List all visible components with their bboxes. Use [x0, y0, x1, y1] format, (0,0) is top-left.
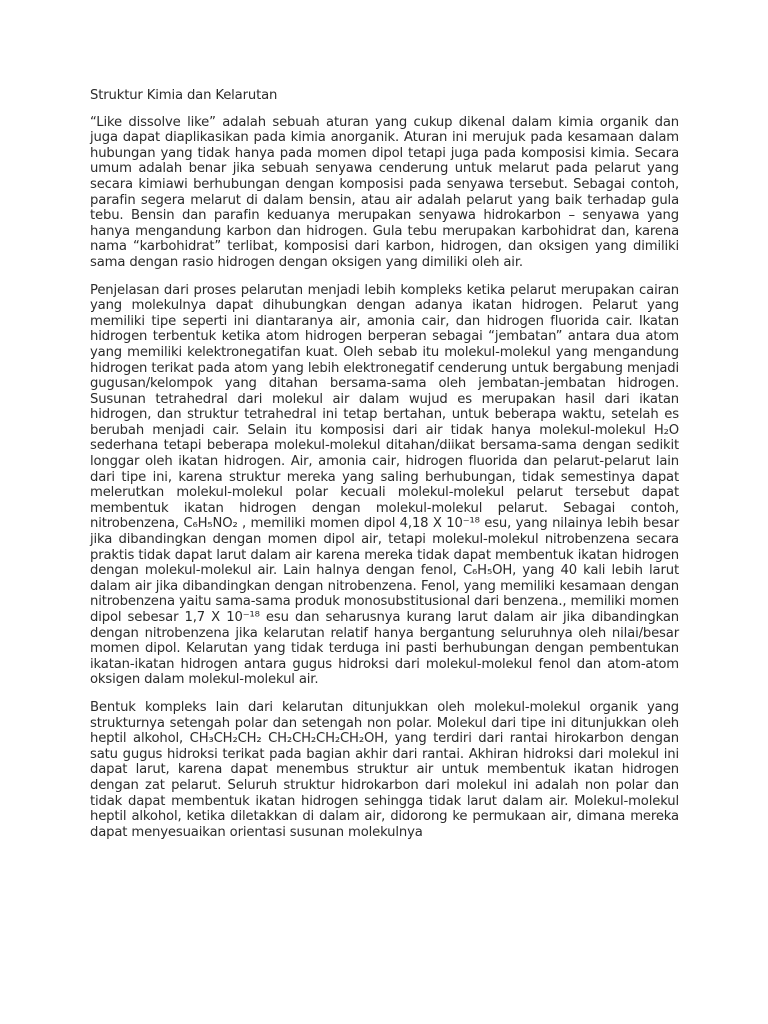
paragraph-hydrogen-bonding: Penjelasan dari proses pelarutan menjadi lebih kompleks ketika pelarut merupakan cairan yang molekulnya dapat dihubungkan dengan adanya ikatan hidrogen. Pelarut yang memiliki tipe seperti ini diantaranya air, amonia cair, dan hidrogen fluorida cair. Ikatan hidrogen terbentuk ketika atom hidrogen berperan sebagai “jembatan” antara dua atom yang memiliki kelektronegatifan kuat. Oleh sebab itu molekul-molekul yang mengandung hidrogen terikat pada atom yang lebih elektronegatif cenderung untuk bergabung menjadi gugusan/kelompok yang ditahan bersama-sama oleh jembatan-jembatan hidrogen. Susunan tetrahedral dari molekul air dalam wujud es merupakan hasil dari ikatan hidrogen, dan struktur tetrahedral ini tetap bertahan, untuk beberapa waktu, setelah es berubah menjadi cair. Selain itu komposisi dari air tidak hanya molekul-molekul H₂O sederhana tetapi beberapa molekul-molekul ditahan/diikat bersama-sama dengan sedikit longgar oleh ikatan hidrogen. Air, amonia cair, hidrogen fluorida dan pelarut-pelarut lain dari tipe ini, karena struktur mereka yang saling berhubungan, tidak semestinya dapat melerutkan molekul-molekul polar kecuali molekul-molekul pelarut tersebut dapat membentuk ikatan hidrogen dengan molekul-molekul pelarut. Sebagai contoh, nitrobenzena, C₆H₅NO₂ , memiliki momen dipol 4,18 X 10⁻¹⁸ esu, yang nilainya lebih besar jika dibandingkan dengan momen dipol air, tetapi molekul-molekul nitrobenzena secara praktis tidak dapat larut dalam air karena mereka tidak dapat membentuk ikatan hidrogen dengan molekul-molekul air. Lain halnya dengan fenol, C₆H₅OH, yang 40 kali lebih larut dalam air jika dibandingkan dengan nitrobenzena. Fenol, yang memiliki kesamaan dengan nitrobenzena yaitu sama-sama produk monosubstitusional dari benzena., memiliki momen dipol sebesar 1,7 X 10⁻¹⁸ esu dan seharusnya kurang larut dalam air jika dibandingkan dengan nitrobenzena jika kelarutan relatif hanya bergantung seluruhnya oleh nilai/besar momen dipol. Kelarutan yang tidak terduga ini pasti berhubungan dengan pembentukan ikatan-ikatan hidrogen antara gugus hidroksi dari molekul-molekul fenol dan atom-atom oksigen dalam molekul-molekul air.: [90, 282, 679, 688]
paragraph-heptyl-alcohol: Bentuk kompleks lain dari kelarutan ditunjukkan oleh molekul-molekul organik yang strukturnya setengah polar dan setengah non polar. Molekul dari tipe ini ditunjukkan oleh heptil alkohol, CH₃CH₂CH₂ CH₂CH₂CH₂CH₂OH, yang terdiri dari rantai hirokarbon dengan satu gugus hidroksi terikat pada bagian akhir dari rantai. Akhiran hidroksi dari molekul ini dapat larut, karena dapat menembus struktur air untuk membentuk ikatan hidrogen dengan zat pelarut. Seluruh struktur hidrokarbon dari molekul ini adalah non polar dan tidak dapat membentuk ikatan hidrogen sehingga tidak larut dalam air. Molekul-molekul heptil alkohol, ketika diletakkan di dalam air, didorong ke permukaan air, dimana mereka dapat menyesuaikan orientasi susunan molekulnya: [90, 699, 679, 840]
document-page: [90, 88, 679, 852]
paragraph-like-dissolve-like: “Like dissolve like” adalah sebuah aturan yang cukup dikenal dalam kimia organik dan juga dapat diaplikasikan pada kimia anorganik. Aturan ini merujuk pada kesamaan dalam hubungan yang tidak hanya pada momen dipol tetapi juga pada komposisi kimia. Secara umum adalah benar jika sebuah senyawa cenderung untuk melarut pada pelarut yang secara kimiawi berhubungan dengan komposisi pada senyawa tersebut. Sebagai contoh, parafin segera melarut di dalam bensin, atau air adalah pelarut yang baik terhadap gula tebu. Bensin dan parafin keduanya merupakan senyawa hidrokarbon – senyawa yang hanya mengandung karbon dan hidrogen. Gula tebu merupakan karbohidrat dan, karena nama “karbohidrat” terlibat, komposisi dari karbon, hidrogen, dan oksigen yang dimiliki sama dengan rasio hidrogen dengan oksigen yang dimiliki oleh air.: [90, 114, 679, 270]
document-title: Struktur Kimia dan Kelarutan: [90, 88, 278, 103]
